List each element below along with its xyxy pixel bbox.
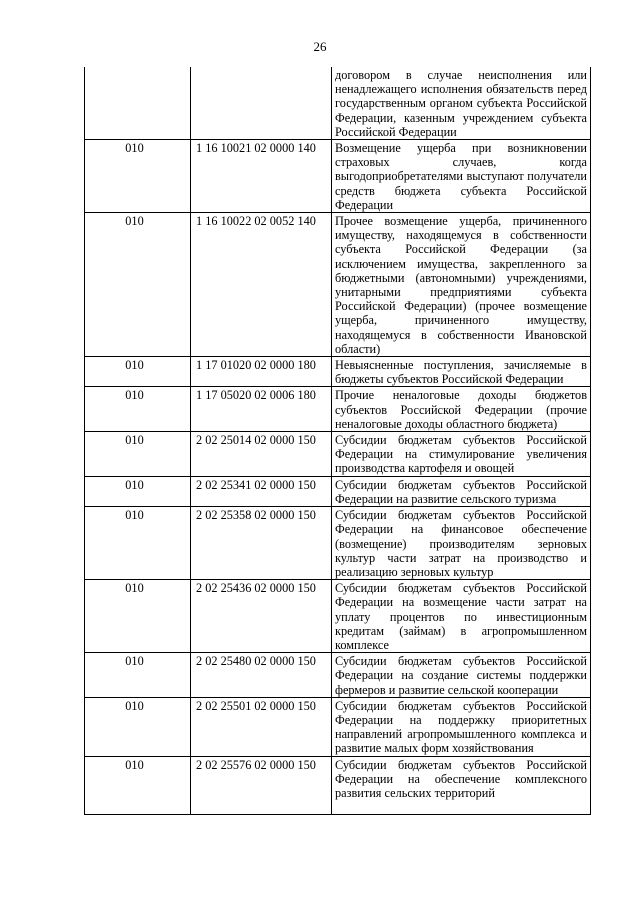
budget-code-cell: 2 02 25341 02 0000 150: [191, 476, 332, 506]
budget-code-cell: [191, 67, 332, 140]
table-row: [85, 507, 591, 580]
budget-code-cell: 1 16 10022 02 0052 140: [191, 213, 332, 357]
admin-code-cell: 010: [85, 476, 191, 506]
budget-code-cell: 2 02 25576 02 0000 150: [191, 756, 332, 814]
budget-code-cell: 2 02 25436 02 0000 150: [191, 580, 332, 653]
description-cell: Субсидии бюджетам субъектов Российской Федерации на создание системы поддержки фермеров и развитие сельской кооперации: [332, 653, 591, 698]
budget-code-cell: 2 02 25480 02 0000 150: [191, 653, 332, 698]
table-row: [85, 697, 591, 756]
admin-code-cell: 010: [85, 653, 191, 698]
table-row: [85, 476, 591, 506]
budget-code-cell: 1 16 10021 02 0000 140: [191, 140, 332, 213]
description-cell: Субсидии бюджетам субъектов Российской Федерации на стимулирование увеличения производства картофеля и овощей: [332, 432, 591, 477]
description-cell: Субсидии бюджетам субъектов Российской Федерации на обеспечение комплексного развития сельских территорий: [332, 756, 591, 814]
description-cell: Прочие неналоговые доходы бюджетов субъектов Российской Федерации (прочие неналоговые доходы областного бюджета): [332, 387, 591, 432]
description-cell: Субсидии бюджетам субъектов Российской Федерации на развитие сельского туризма: [332, 476, 591, 506]
description-cell: Прочее возмещение ущерба, причиненного имуществу, находящемуся в собственности субъекта Российской Федерации (за исключением имущества, закрепленного за бюджетными (автономными) учреждениями, унитарными предприятиями субъекта Российской Федерации) (прочее возмещение ущерба, причиненного имуществу, находящемуся в собственности Ивановской области): [332, 213, 591, 357]
admin-code-cell: 010: [85, 432, 191, 477]
table-row: [85, 432, 591, 477]
budget-code-cell: 1 17 05020 02 0006 180: [191, 387, 332, 432]
table-row: [85, 756, 591, 814]
table-row: [85, 387, 591, 432]
description-cell: Возмещение ущерба при возникновении страховых случаев, когда выгодоприобретателями выступают получатели средств бюджета субъекта Российской Федерации: [332, 140, 591, 213]
admin-code-cell: 010: [85, 756, 191, 814]
budget-code-cell: 1 17 01020 02 0000 180: [191, 357, 332, 387]
table-row: [85, 213, 591, 357]
admin-code-cell: [85, 67, 191, 140]
admin-code-cell: 010: [85, 357, 191, 387]
admin-code-cell: 010: [85, 697, 191, 756]
description-cell: Субсидии бюджетам субъектов Российской Федерации на финансовое обеспечение (возмещение) производителям зерновых культур части затрат на производство и реализацию зерновых культур: [332, 507, 591, 580]
admin-code-cell: 010: [85, 507, 191, 580]
table-row: [85, 67, 591, 140]
table-row: [85, 653, 591, 698]
admin-code-cell: 010: [85, 580, 191, 653]
budget-code-cell: 2 02 25014 02 0000 150: [191, 432, 332, 477]
description-cell: Невыясненные поступления, зачисляемые в бюджеты субъектов Российской Федерации: [332, 357, 591, 387]
admin-code-cell: 010: [85, 140, 191, 213]
budget-code-cell: 2 02 25358 02 0000 150: [191, 507, 332, 580]
table-row: [85, 140, 591, 213]
revenue-codes-table: [84, 67, 591, 815]
table-row: [85, 357, 591, 387]
description-cell: договором в случае неисполнения или ненадлежащего исполнения обязательств перед государственным органом субъекта Российской Федерации, казенным учреждением субъекта Российской Федерации: [332, 67, 591, 140]
page-number: 26: [313, 39, 327, 54]
admin-code-cell: 010: [85, 387, 191, 432]
admin-code-cell: 010: [85, 213, 191, 357]
table-row: [85, 580, 591, 653]
description-cell: Субсидии бюджетам субъектов Российской Федерации на возмещение части затрат на уплату процентов по инвестиционным кредитам (займам) в агропромышленном комплексе: [332, 580, 591, 653]
budget-code-cell: 2 02 25501 02 0000 150: [191, 697, 332, 756]
description-cell: Субсидии бюджетам субъектов Российской Федерации на поддержку приоритетных направлений агропромышленного комплекса и развитие малых форм хозяйствования: [332, 697, 591, 756]
